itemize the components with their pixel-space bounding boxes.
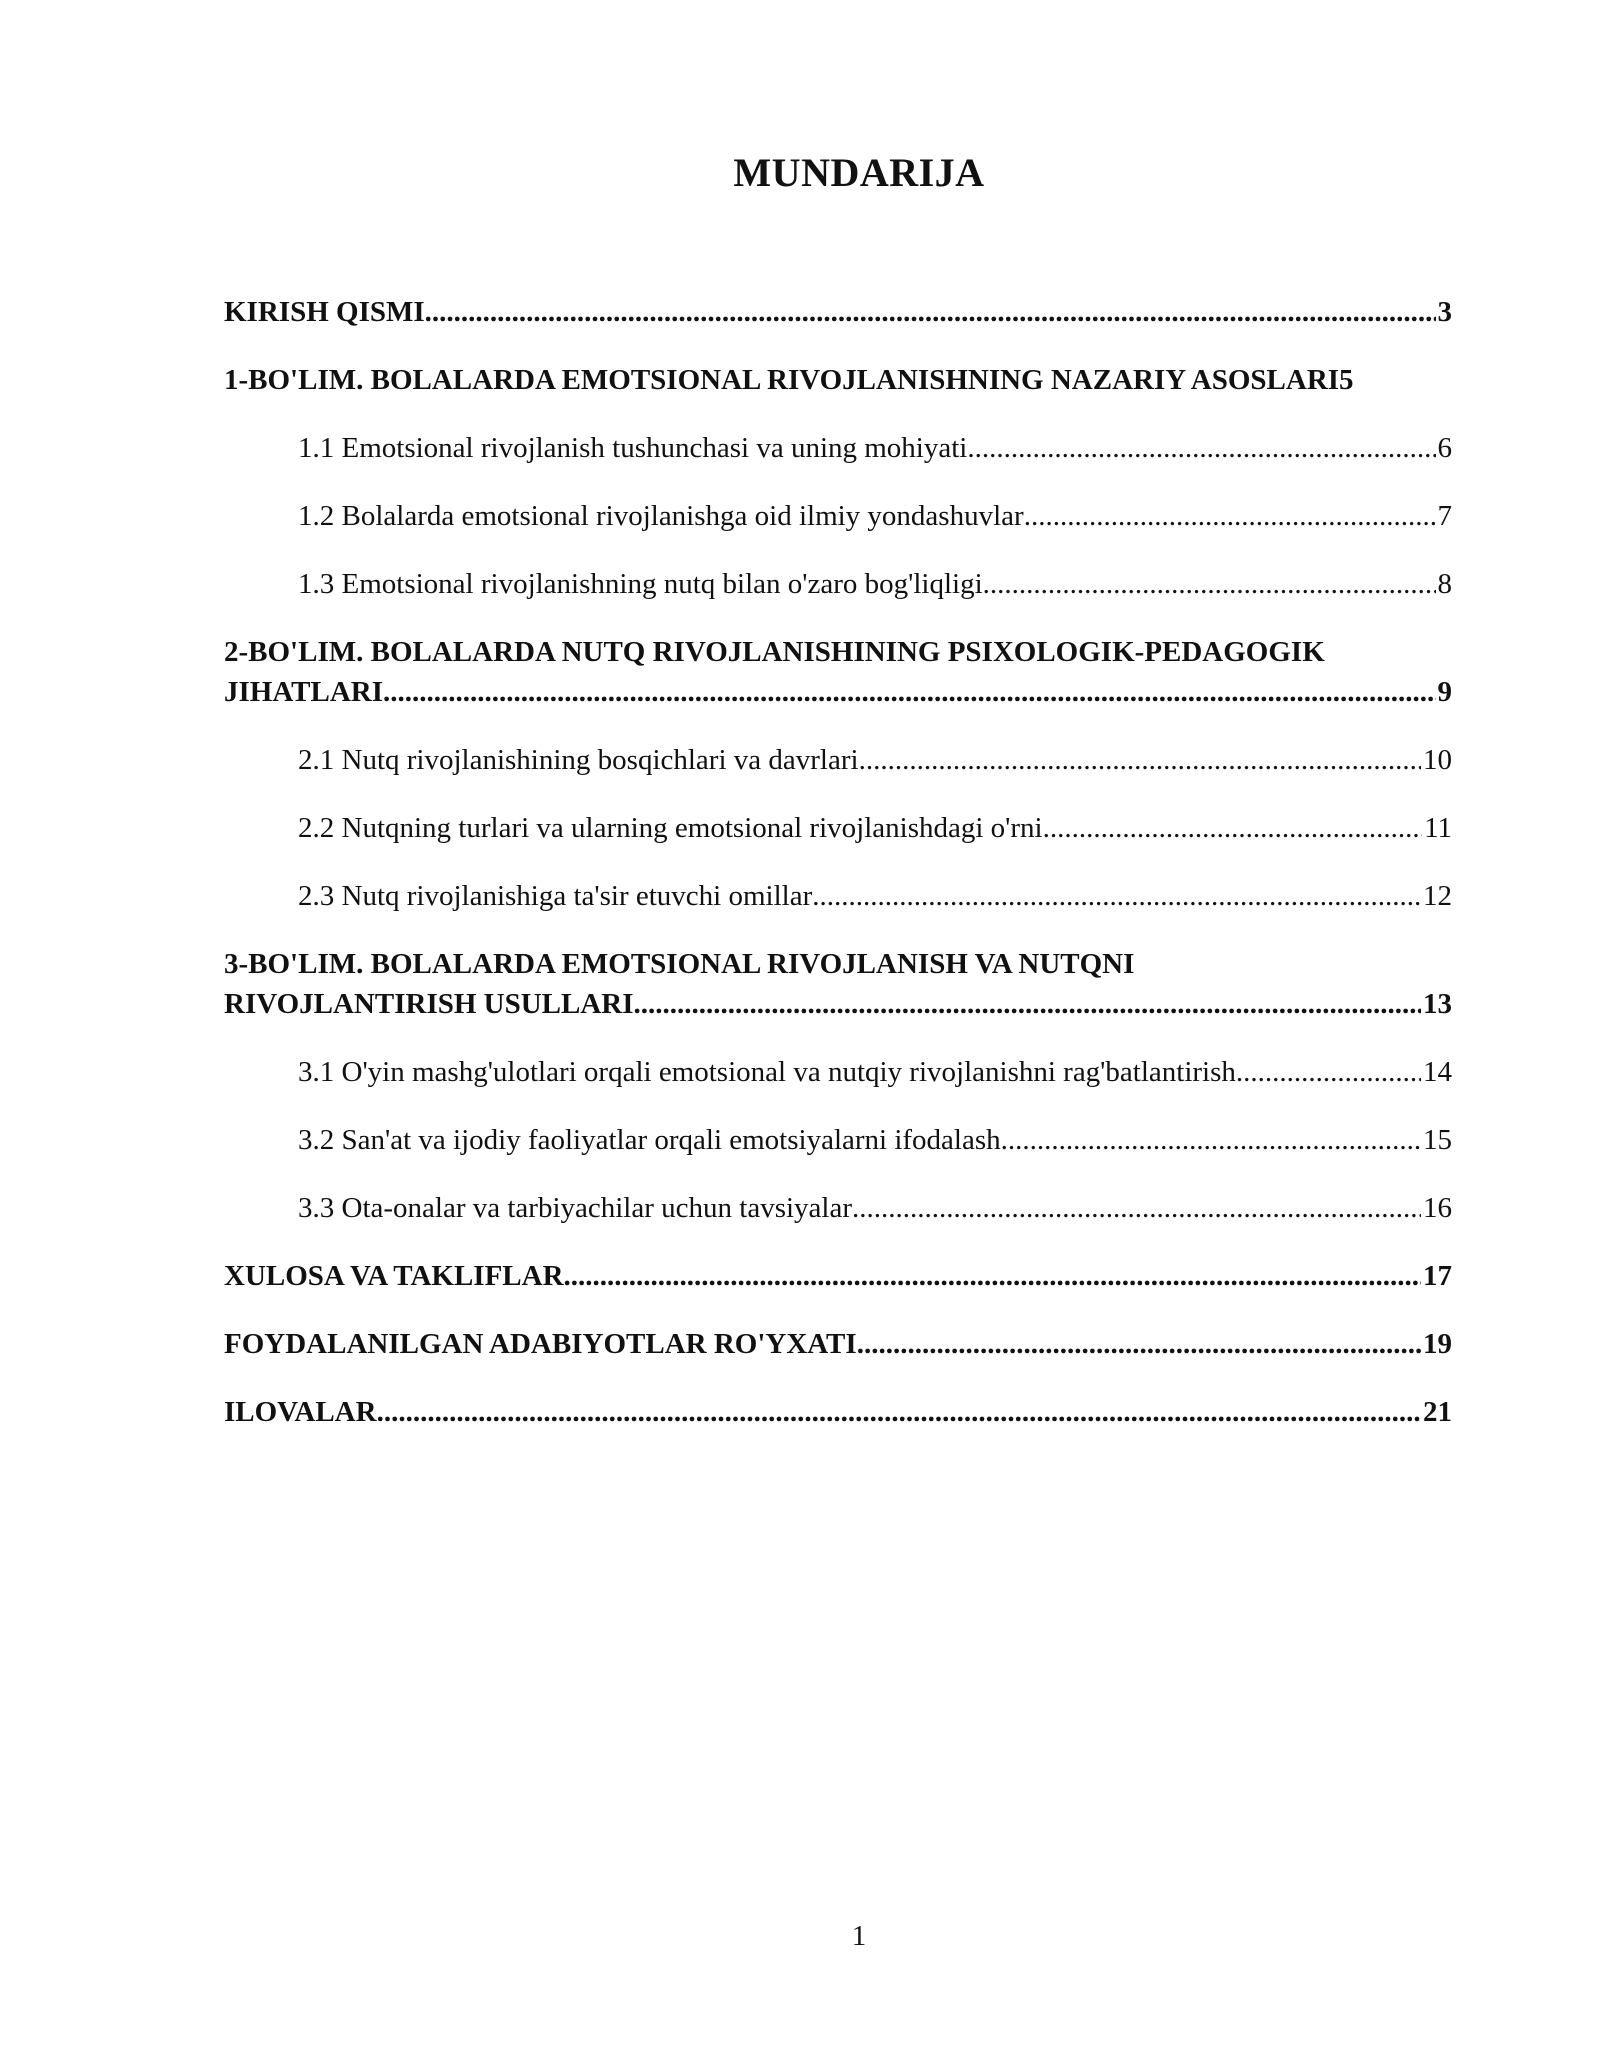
toc-entry-page: 13 [1423,988,1452,1020]
toc-dot-leader [383,672,1436,712]
toc-dot-leader [859,740,1421,780]
toc-entry-page: 17 [1423,1260,1452,1292]
toc-entry-section-1-2[interactable] [224,496,1452,536]
toc-entry-page: 5 [1339,364,1354,396]
toc-entry-label: 2.2 Nutqning turlari va ularning emotsional rivojlanishdagi o'rni [298,812,1043,844]
toc-entry-page: 15 [1423,1124,1452,1156]
toc-entry-section-3-2[interactable] [224,1120,1452,1160]
toc-entry-appendices[interactable] [224,1392,1452,1432]
toc-dot-leader [1001,1120,1421,1160]
toc-entry-page: 8 [1437,568,1452,600]
toc-dot-leader [1043,808,1422,848]
toc-entry-label: 1-BO'LIM. BOLALARDA EMOTSIONAL RIVOJLANISHNING NAZARIY ASOSLARI [224,364,1340,396]
toc-entry-label: KIRISH QISMI [224,296,425,328]
toc-entry-page: 12 [1423,880,1452,912]
toc-entry-label-continuation: RIVOJLANTIRISH USULLARI [224,988,634,1020]
toc-entry-page: 14 [1423,1056,1452,1088]
toc-entry-page: 9 [1437,676,1452,708]
toc-entry-label: 3-BO'LIM. BOLALARDA EMOTSIONAL RIVOJLANISH VA NUTQNI [224,948,1135,980]
toc-entry-page: 7 [1437,500,1452,532]
toc-entry-label: ILOVALAR [224,1396,377,1428]
toc-entry-section-3-3[interactable] [224,1188,1452,1228]
table-of-contents [224,292,1452,1460]
toc-dot-leader [967,428,1435,468]
toc-dot-leader [564,1256,1421,1296]
toc-entry-chapter-2[interactable] [224,632,1452,712]
toc-entry-label: 2-BO'LIM. BOLALARDA NUTQ RIVOJLANISHINING PSIXOLOGIK-PEDAGOGIK [224,636,1325,668]
toc-entry-chapter-3[interactable] [224,944,1452,1024]
toc-entry-section-3-1[interactable] [224,1052,1452,1092]
toc-entry-section-1-1[interactable] [224,428,1452,468]
toc-entry-label: 3.3 Ota-onalar va tarbiyachilar uchun tavsiyalar [298,1192,852,1224]
toc-dot-leader [852,1188,1421,1228]
toc-entry-page: 10 [1423,744,1452,776]
toc-dot-leader [812,876,1421,916]
toc-dot-leader [634,984,1421,1024]
toc-dot-leader [983,564,1436,604]
toc-entry-label: XULOSA VA TAKLIFLAR [224,1260,564,1292]
toc-entry-page: 6 [1437,432,1452,464]
toc-dot-leader [857,1324,1421,1364]
toc-dot-leader [1236,1052,1421,1092]
toc-entry-references[interactable] [224,1324,1452,1364]
document-title: MUNDARIJA [733,150,985,195]
page-number: 1 [851,1920,867,1952]
toc-dot-leader [425,292,1436,332]
toc-entry-label: 1.1 Emotsional rivojlanish tushunchasi va uning mohiyati [298,432,968,464]
toc-entry-page: 16 [1423,1192,1452,1224]
toc-entry-label: 2.1 Nutq rivojlanishining bosqichlari va davrlari [298,744,859,776]
toc-dot-leader [377,1392,1421,1432]
toc-entry-section-2-3[interactable] [224,876,1452,916]
toc-entry-page: 3 [1437,296,1452,328]
toc-entry-page: 11 [1424,812,1452,844]
toc-entry-chapter-1[interactable] [224,360,1452,400]
toc-entry-label: 3.2 San'at va ijodiy faoliyatlar orqali emotsiyalarni ifodalash [298,1124,1001,1156]
toc-entry-label-continuation: JIHATLARI [224,676,383,708]
toc-entry-section-1-3[interactable] [224,564,1452,604]
toc-entry-introduction[interactable] [224,292,1452,332]
toc-entry-section-2-1[interactable] [224,740,1452,780]
toc-entry-label: 1.3 Emotsional rivojlanishning nutq bilan o'zaro bog'liqligi [298,568,983,600]
toc-entry-section-2-2[interactable] [224,808,1452,848]
toc-dot-leader [1024,496,1436,536]
toc-entry-label: 2.3 Nutq rivojlanishiga ta'sir etuvchi omillar [298,880,813,912]
toc-entry-label: 3.1 O'yin mashg'ulotlari orqali emotsional va nutqiy rivojlanishni rag'batlantirish [298,1056,1236,1088]
toc-entry-conclusion[interactable] [224,1256,1452,1296]
toc-entry-page: 21 [1423,1396,1452,1428]
toc-entry-label: FOYDALANILGAN ADABIYOTLAR RO'YXATI [224,1328,857,1360]
toc-entry-page: 19 [1423,1328,1452,1360]
toc-entry-label: 1.2 Bolalarda emotsional rivojlanishga oid ilmiy yondashuvlar [298,500,1024,532]
